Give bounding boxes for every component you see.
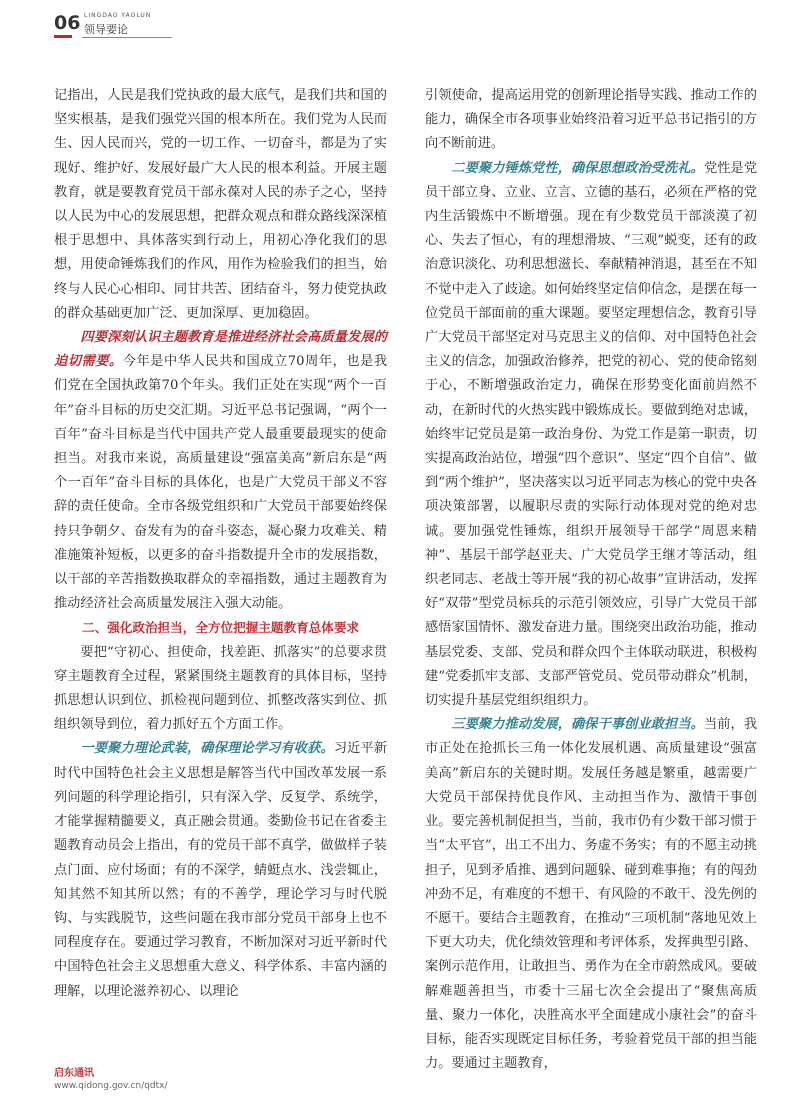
paragraph-body: 党性是党员干部立身、立业、立言、立德的基石，必须在严格的党内生活锻炼中不断增强。现在有少数党员干部淡漠了初心、失去了恒心，有的理想滑坡、“三观”蜕变，还有的政治意识淡化、功利思想滋长、奉献精神消退，甚至在不知不觉中走入了歧途。如何始终坚定信仰信念，是摆在每一位党员干部面前的重大课题。要坚定理想信念，教育引导广大党员干部坚定对马克思主义的信仰、对中国特色社会主义的信念，加强政治修养，把党的初心、党的使命铭刻于心，不断增强政治定力，确保在形势变化面前岿然不动，在新时代的火热实践中锻炼成长。要做到绝对忠诚，始终牢记党员是第一政治身份、为党工作是第一职责，切实提高政治站位，增强“四个意识”、坚定“四个自信”、做到“两个维护”，坚决落实以习近平同志为核心的党中央各项决策部署，以履职尽责的实际行动体现对党的绝对忠诚。要加强党性锤炼，组织开展领导干部学“周恩来精神”、基层干部学赵亚夫、广大党员学王继才等活动，组织老同志、老战士等开展“我的初心故事”宣讲活动，发挥好“双带”型党员标兵的示范引领效应，引导广大党员干部感悟家国情怀、激发奋进力量。围绕突出政治功能，推动基层党委、支部、党员和群众四个主体联动联进，积极构建“党委抓牢支部、支部严管党员、党员带动群众”机制，切实提升基层党组织组织力。 (425, 160, 758, 709)
page-number-accent-bar (54, 35, 72, 38)
page-footer (54, 1068, 168, 1092)
header-rule (82, 37, 172, 38)
paragraph-lead: 一要聚力理论武装，确保理论学习有收获。 (80, 741, 334, 757)
publication-url: www.qidong.gov.cn/qdtx/ (54, 1081, 168, 1091)
page-number: 06 (54, 12, 81, 34)
paragraph: 引领使命，提高运用党的创新理论指导实践、推动工作的能力，确保全市各项事业始终沿着习近平总书记指引的方向不断前进。 (425, 88, 757, 152)
right-column (425, 84, 757, 1076)
paragraph-lead: 二要聚力锤炼党性，确保思想政治受洗礼。 (451, 160, 704, 176)
header-pinyin: LINGDAO YAOLUN (84, 12, 152, 19)
paragraph (425, 713, 757, 1076)
publication-name: 启东通讯 (54, 1068, 94, 1079)
paragraph: 要把“守初心、担使命，找差距、抓落实”的总要求贯穿主题教育全过程，紧紧围绕主题教育的具体目标，坚持抓思想认识到位、抓检视问题到位、抓整改落实到位、抓组织领导到位，着力抓好五个方面工作。 (54, 644, 387, 733)
paragraph: 记指出，人民是我们党执政的最大底气，是我们共和国的坚实根基，是我们强党兴国的根本所在。我们党为人民而生、因人民而兴，党的一切工作、一切奋斗，都是为了实现好、维护好、发展好最广大人民的根本利益。开展主题教育，就是要教育党员干部永葆对人民的赤子之心，坚持以人民为中心的发展思想，把群众观点和群众路线深深植根于思想中、具体落实到行动上，用初心净化我们的思想，用使命锤炼我们的作风，用作为检验我们的担当，始终与人民心心相印、同甘共苦、团结奋斗，努力使党执政的群众基础更加广泛、更加深厚、更加稳固。 (54, 88, 387, 321)
paragraph-lead: 三要聚力推动发展，确保干事创业敢担当。 (451, 717, 704, 733)
paragraph-body: 习近平新时代中国特色社会主义思想是解答当代中国改革发展一系列问题的科学理论指引，只有深入学、反复学、系统学，才能掌握精髓要义，真正融会贯通。娄勤俭书记在省委主题教育动员会上指出，有的党员干部不真学，做做样子装点门面、应付场面；有的不深学，蜻蜓点水、浅尝辄止，知其然不知其所以然；有的不善学，理论学习与时代脱钩、与实践脱节，这些问题在我市部分党员干部身上也不同程度存在。要通过学习教育，不断加深对习近平新时代中国特色社会主义思想重大意义、科学体系、丰富内涵的理解，以理论滋养初心、以理论 (54, 741, 388, 999)
paragraph-lead: 四要深刻认识主题教育是推进经济社会高质量发展的迫切需要。 (54, 330, 387, 370)
section-title: 领导要论 (84, 23, 128, 36)
paragraph (54, 737, 387, 1003)
paragraph (425, 157, 757, 714)
paragraph-body: 今年是中华人民共和国成立70周年，也是我们党在全国执政第70个年头。我们正处在实现“两个一百年”奋斗目标的历史交汇期。习近平总书记强调，“两个一百年”奋斗目标是当代中国共产党人最重要最现实的使命担当。对我市来说，高质量建设“强富美高”新启东是“两个一百年”奋斗目标的具体化，也是广大党员干部义不容辞的责任使命。全市各级党组织和广大党员干部要始终保持只争朝夕、奋发有为的奋斗姿态，凝心聚力攻难关、精准施策补短板，以更多的奋斗指数提升全市的发展指数，以干部的辛苦指数换取群众的幸福指数，通过主题教育为推动经济社会高质量发展注入强大动能。 (54, 354, 388, 612)
section-heading: 二、强化政治担当，全方位把握主题教育总体要求 (81, 620, 360, 636)
paragraph (54, 326, 387, 616)
paragraph-body: 当前，我市正处在抢抓长三角一体化发展机遇、高质量建设“强富美高”新启东的关键时期。发展任务越是繁重，越需要广大党员干部保持优良作风、主动担当作为、激情干事创业。要完善机制促担当，当前，我市仍有少数干部习惯于当“太平官”，出工不出力、务虚不务实；有的不愿主动挑担子，见到矛盾推、遇到问题躲、碰到难事拖；有的闯劲冲劲不足，有难度的不想干、有风险的不敢干、没先例的不愿干。要结合主题教育，在推动“三项机制”落地见效上下更大功夫，优化绩效管理和考评体系，发挥典型引路、案例示范作用，让敢担当、勇作为在全市蔚然成风。要破解难题善担当，市委十三届七次全会提出了“聚焦高质量、聚力一体化，决胜高水平全面建成小康社会”的奋斗目标，能否实现既定目标任务，考验着党员干部的担当能力。要通过主题教育， (425, 717, 758, 1072)
page-header (54, 8, 254, 38)
left-column (54, 84, 387, 1004)
